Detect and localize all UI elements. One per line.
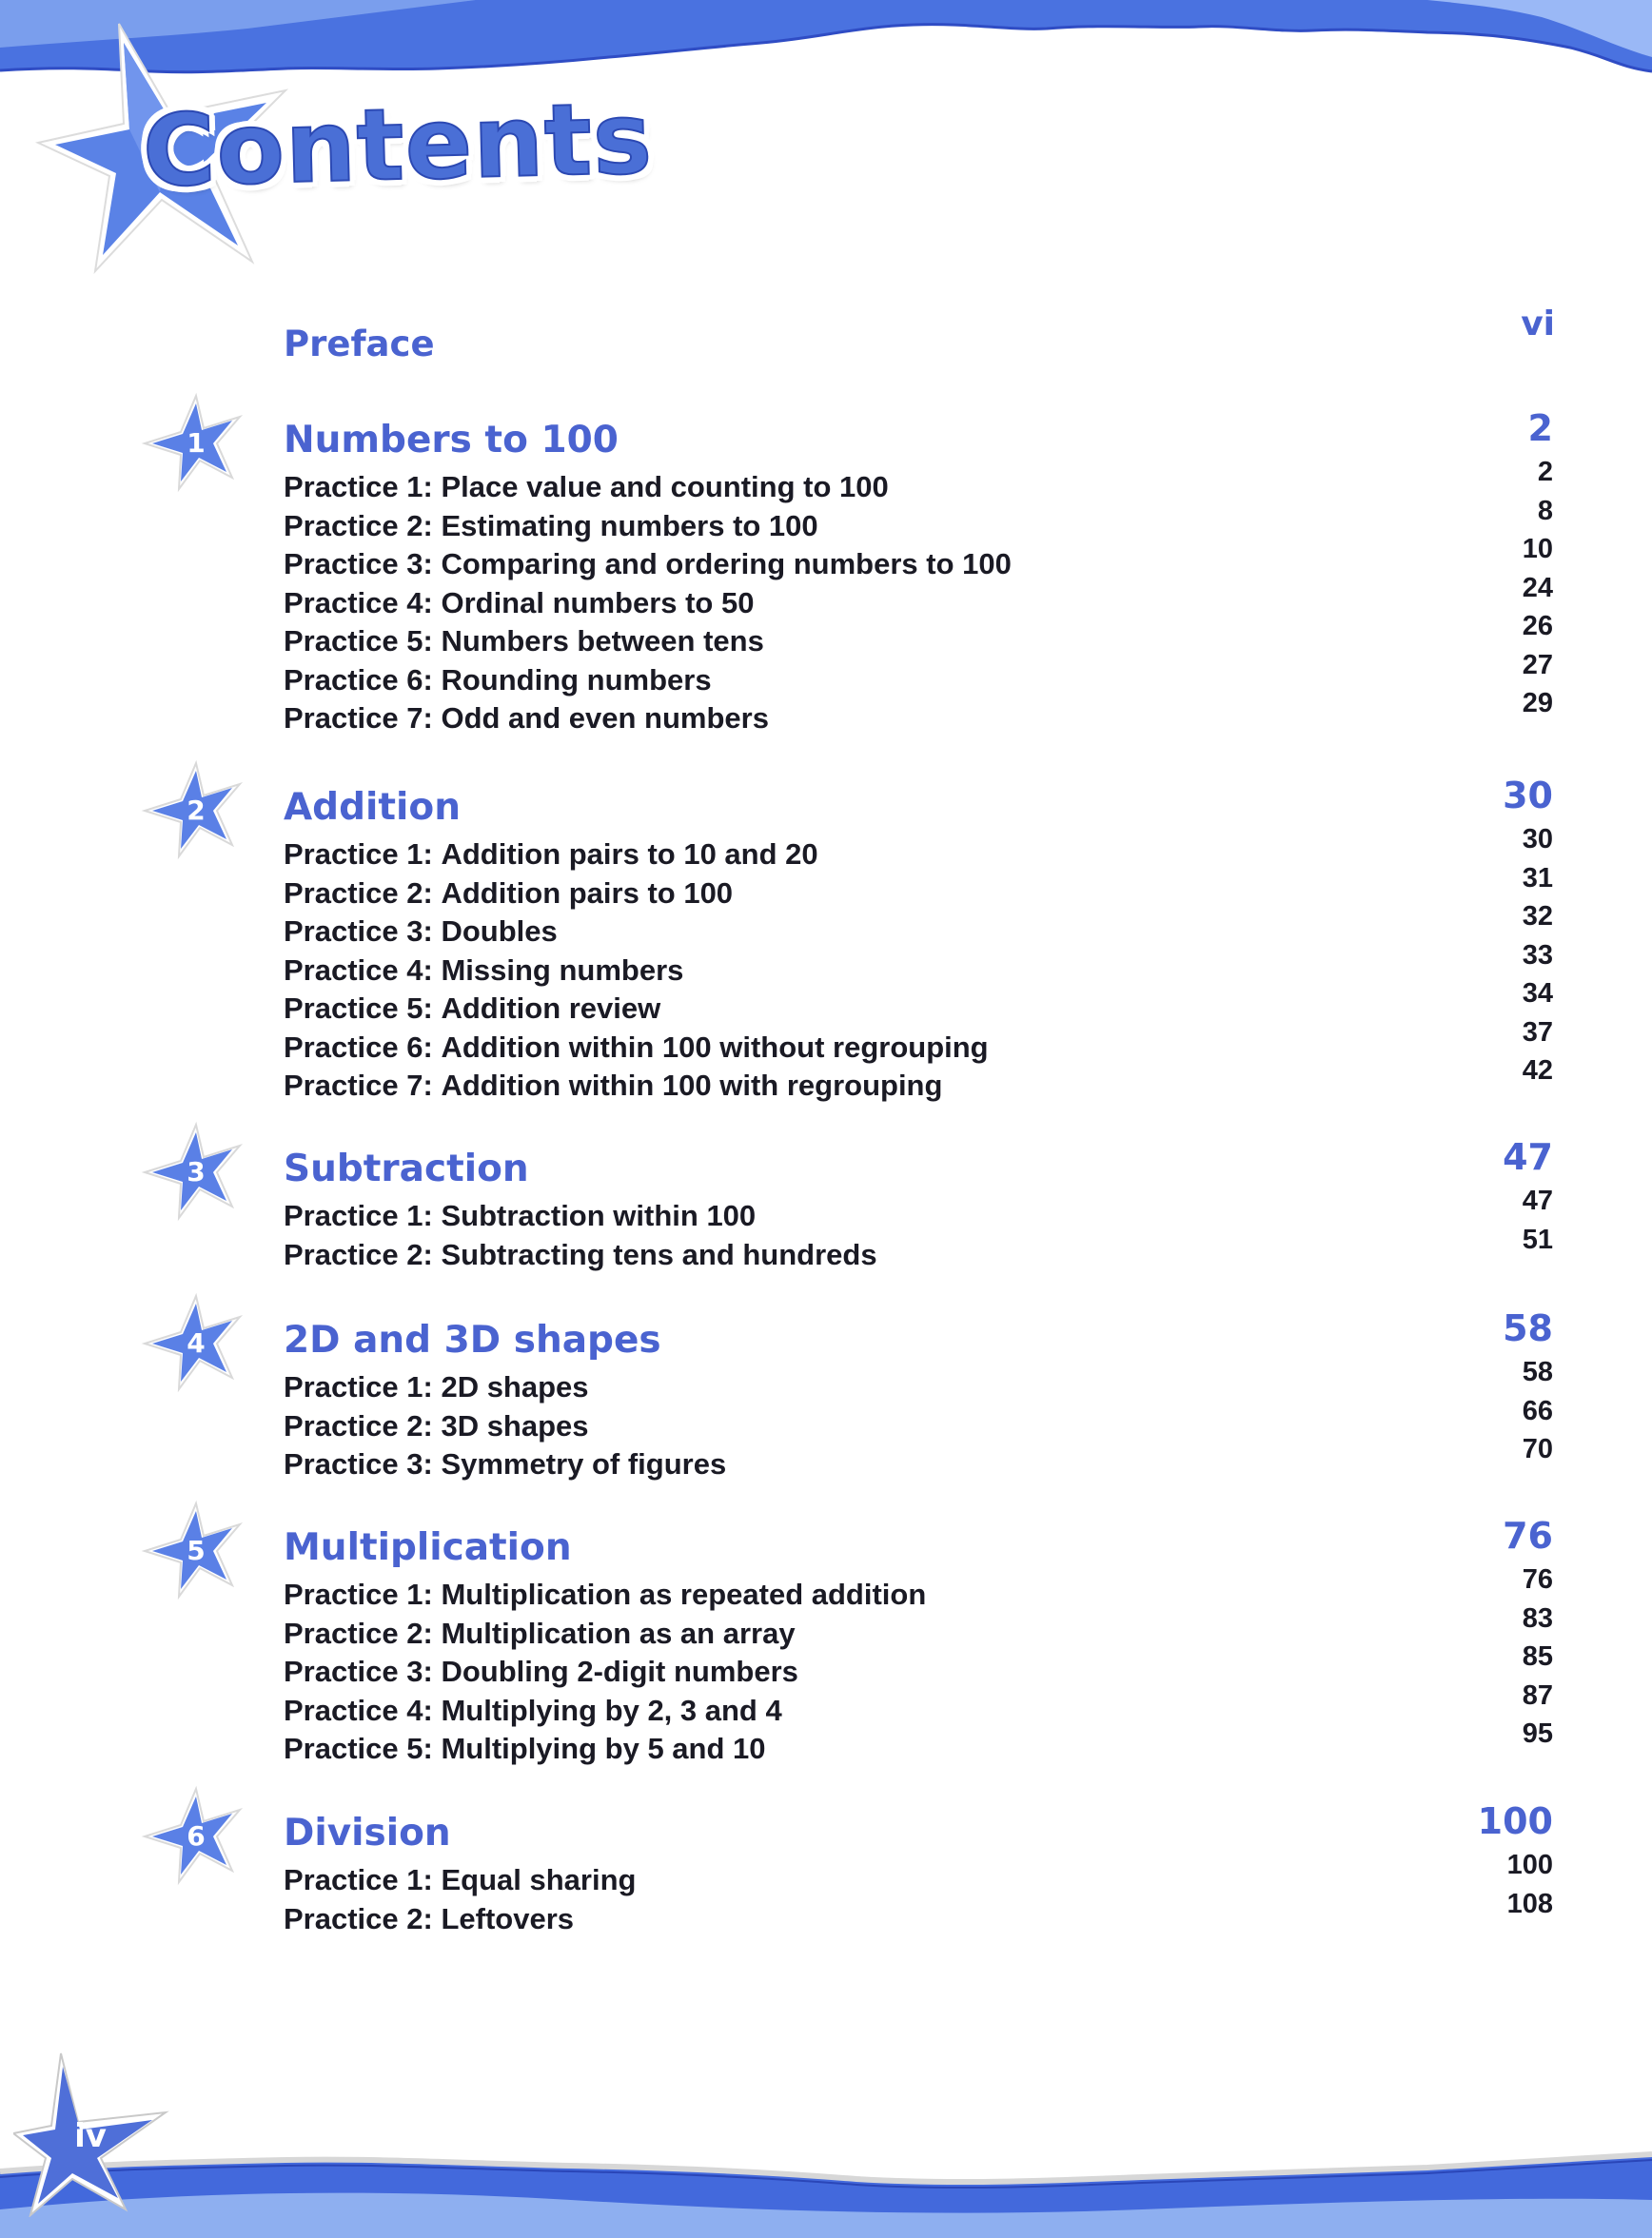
- practice-entry[interactable]: [284, 1357, 1553, 1409]
- page-number: iv: [74, 2117, 107, 2155]
- practice-page-number: 31: [1522, 862, 1553, 893]
- practice-label: Practice 3:: [284, 547, 433, 580]
- chapter-page-number: 30: [1503, 775, 1553, 816]
- practice-entry[interactable]: [284, 978, 1553, 1031]
- practice-page-number: 33: [1522, 939, 1553, 971]
- preface-page-number: vi: [1521, 304, 1555, 344]
- practice-label: Practice 1:: [284, 837, 433, 871]
- chapter-number: 3: [187, 1155, 206, 1188]
- practice-title: Doubles: [441, 914, 558, 948]
- chapter-title[interactable]: Subtraction: [284, 1148, 529, 1190]
- practice-entry[interactable]: [284, 901, 1553, 953]
- practice-page-number: 87: [1522, 1679, 1553, 1711]
- practice-entry[interactable]: [284, 1224, 1553, 1277]
- practice-label: Practice 7:: [284, 1069, 433, 1102]
- practice-title: Numbers between tens: [441, 624, 764, 658]
- practice-label: Practice 6:: [284, 662, 433, 697]
- practice-title: Addition pairs to 10 and 20: [441, 837, 818, 871]
- practice-label: Practice 3:: [284, 1655, 433, 1688]
- practice-label: Practice 4:: [284, 585, 433, 619]
- practice-title: Subtraction within 100: [441, 1199, 757, 1232]
- chapter-title[interactable]: Addition: [284, 786, 461, 829]
- practice-entry[interactable]: [284, 1186, 1553, 1238]
- practice-entry[interactable]: [284, 1718, 1553, 1771]
- practice-label: Practice 4:: [284, 1693, 433, 1727]
- practice-title: Addition pairs to 100: [441, 875, 734, 910]
- practice-entry[interactable]: [284, 1016, 1553, 1070]
- practice-title: 2D shapes: [441, 1370, 589, 1404]
- practice-label: Practice 1:: [284, 1370, 433, 1404]
- practice-list: [284, 457, 1553, 740]
- practice-entry[interactable]: [284, 939, 1553, 992]
- chapter-page-number: 47: [1503, 1136, 1553, 1178]
- practice-label: Practice 2:: [284, 1901, 433, 1935]
- practice-title: Ordinal numbers to 50: [441, 585, 755, 619]
- practice-entry[interactable]: [284, 688, 1553, 740]
- practice-page-number: 51: [1522, 1224, 1553, 1255]
- practice-label: Practice 1:: [284, 1578, 433, 1611]
- practice-title: Multiplying by 5 and 10: [441, 1732, 766, 1765]
- practice-list: [284, 1850, 1553, 1940]
- practice-title: Multiplication as an array: [441, 1616, 796, 1650]
- practice-page-number: 29: [1522, 688, 1553, 718]
- practice-label: Practice 5:: [284, 624, 433, 658]
- practice-page-number: 30: [1522, 824, 1553, 854]
- page-title: Contents: [141, 80, 655, 209]
- practice-page-number: 2: [1537, 457, 1553, 487]
- practice-title: Place value and counting to 100: [441, 470, 889, 503]
- chapter-page-number: 58: [1503, 1307, 1553, 1349]
- practice-title: Doubling 2-digit numbers: [441, 1655, 798, 1688]
- practice-title: Symmetry of figures: [441, 1447, 727, 1481]
- practice-entry[interactable]: [284, 1641, 1553, 1694]
- practice-page-number: 37: [1522, 1016, 1553, 1048]
- practice-entry[interactable]: [284, 862, 1553, 915]
- practice-page-number: 85: [1522, 1641, 1553, 1672]
- practice-label: Practice 5:: [284, 991, 433, 1025]
- practice-title: Addition within 100 without regrouping: [441, 1030, 989, 1064]
- practice-list: [284, 1186, 1553, 1276]
- practice-entry[interactable]: [284, 824, 1553, 876]
- chapter-number: 4: [187, 1326, 206, 1359]
- practice-entry[interactable]: [284, 1602, 1553, 1656]
- practice-page-number: 108: [1506, 1888, 1553, 1919]
- practice-page-number: 8: [1537, 495, 1553, 526]
- chapter-page-number: 100: [1477, 1800, 1553, 1842]
- practice-page-number: 27: [1522, 649, 1553, 680]
- practice-entry[interactable]: [284, 457, 1553, 509]
- practice-label: Practice 1:: [284, 1863, 433, 1896]
- chapter-title[interactable]: Numbers to 100: [284, 419, 619, 461]
- toc-entry-preface[interactable]: [284, 304, 1555, 379]
- practice-title: Rounding numbers: [441, 662, 712, 697]
- practice-page-number: 24: [1522, 572, 1553, 603]
- preface-title[interactable]: Preface: [284, 324, 435, 364]
- chapter-number: 5: [187, 1534, 206, 1566]
- practice-title: Multiplying by 2, 3 and 4: [441, 1693, 782, 1727]
- practice-title: Leftovers: [441, 1901, 574, 1935]
- practice-title: Comparing and ordering numbers to 100: [441, 547, 1012, 580]
- practice-title: Estimating numbers to 100: [441, 508, 818, 542]
- practice-label: Practice 2:: [284, 1616, 433, 1650]
- chapter-title[interactable]: 2D and 3D shapes: [284, 1319, 661, 1362]
- practice-page-number: 10: [1522, 534, 1553, 564]
- practice-label: Practice 4:: [284, 952, 433, 987]
- practice-entry[interactable]: [284, 1679, 1553, 1733]
- chapter-number: 2: [187, 794, 206, 826]
- practice-entry[interactable]: [284, 1564, 1553, 1617]
- practice-entry[interactable]: [284, 572, 1553, 625]
- practice-page-number: 76: [1522, 1564, 1553, 1595]
- practice-page-number: 26: [1522, 611, 1553, 641]
- practice-entry[interactable]: [284, 1055, 1553, 1108]
- practice-label: Practice 1:: [284, 1199, 433, 1232]
- practice-title: Addition within 100 with regrouping: [441, 1069, 943, 1102]
- practice-page-number: 70: [1522, 1434, 1553, 1464]
- chapter-number: 6: [187, 1819, 206, 1852]
- practice-label: Practice 6:: [284, 1030, 433, 1064]
- practice-page-number: 95: [1522, 1718, 1553, 1749]
- practice-list: [284, 1357, 1553, 1486]
- practice-page-number: 66: [1522, 1395, 1553, 1426]
- practice-title: Equal sharing: [441, 1863, 637, 1896]
- practice-page-number: 83: [1522, 1602, 1553, 1634]
- practice-title: 3D shapes: [441, 1408, 589, 1443]
- practice-page-number: 34: [1522, 978, 1553, 1009]
- practice-list: [284, 1564, 1553, 1771]
- practice-page-number: 32: [1522, 901, 1553, 932]
- practice-title: Addition review: [441, 991, 661, 1025]
- practice-title: Odd and even numbers: [441, 701, 769, 735]
- practice-label: Practice 5:: [284, 1732, 433, 1765]
- practice-page-number: 47: [1522, 1186, 1553, 1216]
- practice-title: Subtracting tens and hundreds: [441, 1237, 877, 1271]
- chapter-title[interactable]: Multiplication: [284, 1526, 572, 1569]
- practice-label: Practice 2:: [284, 1408, 433, 1443]
- practice-entry[interactable]: [284, 1888, 1553, 1941]
- bottom-banner-decoration: [0, 2105, 1652, 2238]
- practice-list: [284, 824, 1553, 1108]
- practice-page-number: 42: [1522, 1055, 1553, 1086]
- practice-label: Practice 2:: [284, 508, 433, 542]
- chapter-number: 1: [187, 426, 206, 459]
- practice-entry[interactable]: [284, 611, 1553, 663]
- practice-label: Practice 2:: [284, 875, 433, 910]
- practice-entry[interactable]: [284, 1850, 1553, 1902]
- practice-entry[interactable]: [284, 649, 1553, 702]
- practice-title: Multiplication as repeated addition: [441, 1578, 927, 1611]
- practice-entry[interactable]: [284, 534, 1553, 586]
- chapter-title[interactable]: Division: [284, 1812, 451, 1855]
- practice-label: Practice 3:: [284, 914, 433, 948]
- practice-page-number: 58: [1522, 1357, 1553, 1387]
- practice-label: Practice 3:: [284, 1447, 433, 1481]
- practice-label: Practice 7:: [284, 701, 433, 735]
- practice-title: Missing numbers: [441, 952, 684, 987]
- practice-entry[interactable]: [284, 1434, 1553, 1486]
- chapter-page-number: 76: [1503, 1515, 1553, 1557]
- practice-label: Practice 1:: [284, 470, 433, 503]
- practice-entry[interactable]: [284, 495, 1553, 548]
- practice-page-number: 100: [1506, 1850, 1553, 1880]
- practice-label: Practice 2:: [284, 1237, 433, 1271]
- practice-entry[interactable]: [284, 1395, 1553, 1448]
- chapter-page-number: 2: [1527, 407, 1553, 449]
